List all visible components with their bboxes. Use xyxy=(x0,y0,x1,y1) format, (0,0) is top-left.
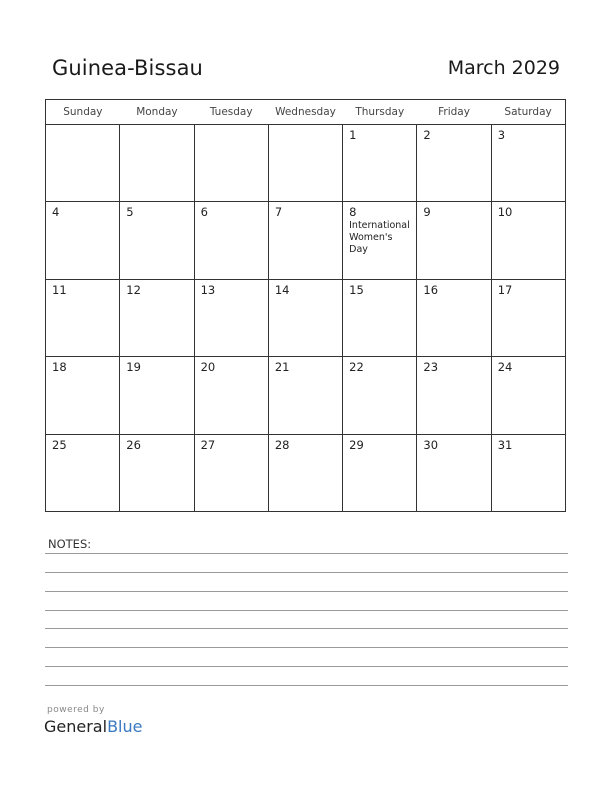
week-row xyxy=(46,279,566,356)
day-number: 6 xyxy=(200,205,208,220)
day-cell xyxy=(194,357,268,434)
calendar-country-title: Guinea-Bissau xyxy=(52,56,203,80)
day-cell xyxy=(343,202,417,279)
generalblue-logo xyxy=(44,717,142,736)
day-cell xyxy=(194,125,268,202)
day-number: 7 xyxy=(274,205,283,220)
weekday-header-row xyxy=(46,100,566,125)
day-number: 31 xyxy=(497,437,513,452)
weekday-header: Sunday xyxy=(46,100,120,125)
day-cell xyxy=(120,434,194,511)
day-cell xyxy=(268,279,342,356)
day-cell xyxy=(343,279,417,356)
day-number: 5 xyxy=(126,205,134,220)
day-cell xyxy=(194,202,268,279)
notes-line xyxy=(45,628,568,629)
day-number: 8 xyxy=(349,205,357,220)
notes-line xyxy=(45,553,568,554)
day-cell xyxy=(417,434,491,511)
day-number: 1 xyxy=(349,128,357,142)
week-row xyxy=(46,434,566,511)
day-cell xyxy=(491,125,565,202)
day-number: 11 xyxy=(52,282,67,297)
day-cell xyxy=(491,202,565,279)
week-row xyxy=(46,357,566,434)
day-number: 17 xyxy=(497,282,513,297)
brand-blue: Blue xyxy=(107,717,143,736)
day-number: 9 xyxy=(423,205,431,220)
day-cell xyxy=(268,125,342,202)
day-number: 24 xyxy=(497,360,513,375)
day-cell xyxy=(491,279,565,356)
day-cell xyxy=(491,434,565,511)
day-number: 20 xyxy=(200,360,216,375)
day-number: 19 xyxy=(126,360,141,375)
day-cell xyxy=(491,357,565,434)
weekday-header: Tuesday xyxy=(194,100,268,125)
day-number: 12 xyxy=(126,282,141,297)
day-number: 21 xyxy=(274,360,290,375)
day-number: 14 xyxy=(274,282,290,297)
calendar-month-title: March 2029 xyxy=(447,57,560,79)
day-cell xyxy=(120,357,194,434)
day-cell xyxy=(417,202,491,279)
calendar-grid xyxy=(45,99,566,512)
day-cell xyxy=(46,434,120,511)
day-number: 30 xyxy=(423,437,439,452)
day-cell xyxy=(194,279,268,356)
holiday-label: International Women's Day xyxy=(349,220,410,256)
weekday-header: Wednesday xyxy=(268,100,342,125)
day-cell xyxy=(417,279,491,356)
day-cell xyxy=(120,202,194,279)
week-row xyxy=(46,125,566,202)
powered-by-label: powered by xyxy=(47,705,105,715)
day-cell xyxy=(268,434,342,511)
weekday-header: Saturday xyxy=(491,100,565,125)
notes-line xyxy=(45,647,568,648)
weekday-header: Thursday xyxy=(343,100,417,125)
day-number: 28 xyxy=(274,437,290,452)
weekday-header: Monday xyxy=(120,100,194,125)
weekday-header: Friday xyxy=(417,100,491,125)
day-number: 16 xyxy=(423,282,439,297)
day-number: 15 xyxy=(349,282,364,297)
notes-line xyxy=(45,666,568,667)
notes-line xyxy=(45,685,568,686)
day-cell xyxy=(46,357,120,434)
day-cell xyxy=(343,357,417,434)
brand-general: General xyxy=(44,717,108,736)
day-cell xyxy=(120,125,194,202)
day-number: 27 xyxy=(200,437,216,452)
day-number: 26 xyxy=(126,437,141,452)
day-number: 25 xyxy=(52,437,67,452)
day-number: 2 xyxy=(423,128,431,142)
day-cell xyxy=(46,202,120,279)
day-number: 10 xyxy=(497,205,513,220)
day-cell xyxy=(268,357,342,434)
day-cell xyxy=(343,434,417,511)
notes-line xyxy=(45,591,568,592)
day-number: 29 xyxy=(349,437,364,452)
day-number: 3 xyxy=(497,128,506,142)
day-number: 4 xyxy=(52,205,60,220)
day-cell xyxy=(417,125,491,202)
day-cell xyxy=(46,125,120,202)
day-cell xyxy=(343,125,417,202)
day-number: 13 xyxy=(200,282,216,297)
day-number: 18 xyxy=(52,360,67,375)
day-cell xyxy=(194,434,268,511)
day-number: 22 xyxy=(349,360,364,375)
day-cell xyxy=(46,279,120,356)
day-number: 23 xyxy=(423,360,439,375)
notes-line xyxy=(45,610,568,611)
notes-label: NOTES: xyxy=(48,537,92,551)
notes-line xyxy=(45,572,568,573)
week-row xyxy=(46,202,566,279)
day-cell xyxy=(120,279,194,356)
day-cell xyxy=(268,202,342,279)
day-cell xyxy=(417,357,491,434)
